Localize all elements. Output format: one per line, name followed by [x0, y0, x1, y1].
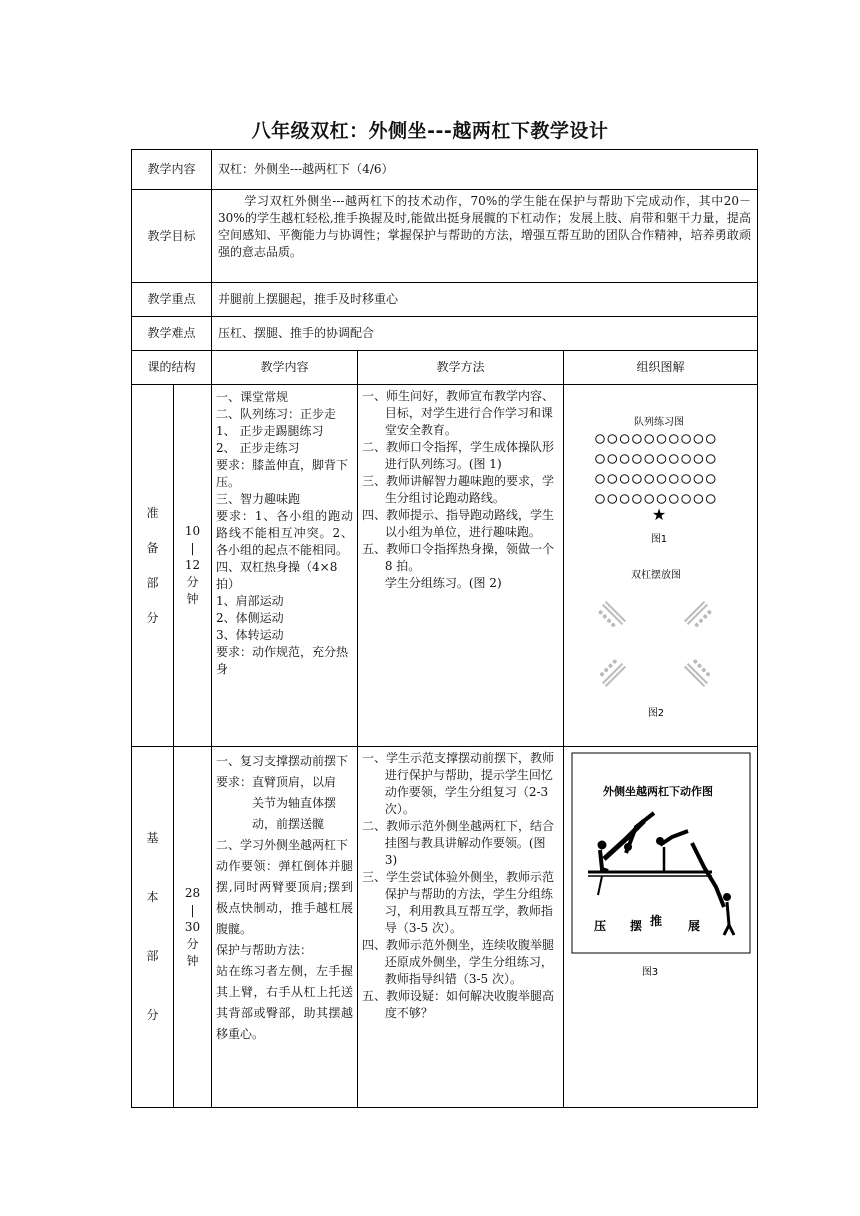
- fig2-label: 图2: [647, 708, 665, 719]
- student-marker: [706, 495, 715, 504]
- header-content: 教学内容: [212, 351, 358, 385]
- formation-grid: [596, 435, 715, 504]
- student-marker: [682, 495, 691, 504]
- difficulty-value: 压杠、摆腿、推手的协调配合: [212, 317, 758, 351]
- student-marker: [620, 475, 629, 484]
- prep-section-label: 准 备 部 分: [132, 385, 174, 747]
- difficulty-label: 教学难点: [132, 317, 212, 351]
- student-marker: [645, 435, 654, 444]
- student-marker: [694, 455, 703, 464]
- student-marker: [620, 455, 629, 464]
- lesson-plan-table: [131, 149, 758, 1108]
- student-marker: [706, 455, 715, 464]
- student-marker: [645, 475, 654, 484]
- student-marker: [706, 435, 715, 444]
- basic-diagram: [564, 747, 758, 1108]
- fig1-label: 图1: [650, 534, 668, 545]
- student-marker: [596, 495, 605, 504]
- student-marker: [633, 495, 642, 504]
- prep-content: 一、课堂常规 二、队列练习：正步走 1、 正步走踢腿练习 2、 正步走练习 要求：膝盖伸直，脚背下压。 三、智力趣味跑 要求：1、各小组的跑动路线不能相互冲突。2、各小组的起点不能相同。 四、双杠热身操（4×8拍） 1、肩部运动 2、体侧运动 3、体转运动 要求：动作规范，充分热身: [212, 385, 358, 747]
- student-marker: [633, 475, 642, 484]
- student-marker: [620, 435, 629, 444]
- fig3-title: 外侧坐越两杠下动作图: [603, 785, 714, 798]
- prep-time: 10 | 12 分 钟: [174, 385, 212, 747]
- student-marker: [633, 435, 642, 444]
- student-marker: [670, 475, 679, 484]
- student-marker: [670, 455, 679, 464]
- student-marker: [657, 495, 666, 504]
- student-marker: [657, 435, 666, 444]
- basic-methods: 一、学生示范支撑摆动前摆下，教师进行保护与帮助，提示学生回忆动作要领，学生分组复习（2-3 次）。 二、教师示范外侧坐越两杠下，结合挂图与教具讲解动作要领。(图 3) 三、学生尝试体验外侧坐，教师示范保护与帮助的方法，学生分组练习，利用教具互帮互学，教师指导（3-5 次）。 四、教师示范外侧坐，连续收腹举腿还原成外侧坐，学生分组练习，教师指导纠错（3-5 次）。 五、教师设疑：如何解决收腹举腿高度不够？: [358, 747, 564, 1108]
- student-marker: [670, 435, 679, 444]
- student-marker: [694, 495, 703, 504]
- student-marker: [608, 435, 617, 444]
- page-title: 八年级双杠：外侧坐---越两杠下教学设计: [251, 120, 609, 142]
- basic-time: 28 | 30 分 钟: [174, 747, 212, 1108]
- student-marker: [706, 475, 715, 484]
- content-value: 双杠：外侧坐---越两杠下（4/6）: [212, 150, 758, 190]
- header-method: 教学方法: [358, 351, 564, 385]
- basic-section-label: 基 本 部 分: [132, 747, 174, 1108]
- student-marker: [620, 495, 629, 504]
- basic-content: 一、复习支撑摆动前摆下 要求：直臂顶肩，以肩 关节为轴直体摆动，前摆送髋 二、学习外侧坐越两杠下 动作要领：弹杠倒体并腿摆,同时两臂要顶肩;摆到极点快制动，推手越杠展腹髋。 保护与帮助方法： 站在练习者左侧，左手握其上臂，右手从杠上托送其背部或臀部，助其摆越移重心。: [212, 747, 358, 1108]
- fig1-title: 队列练习图: [634, 417, 685, 428]
- student-marker: [608, 495, 617, 504]
- fig3-label: 图3: [641, 967, 659, 978]
- key-value: 并腿前上摆腿起，推手及时移重心: [212, 283, 758, 317]
- student-marker: [682, 475, 691, 484]
- student-marker: [645, 495, 654, 504]
- header-structure: 课的结构: [132, 351, 212, 385]
- student-marker: [694, 435, 703, 444]
- student-marker: [596, 455, 605, 464]
- content-label: 教学内容: [132, 150, 212, 190]
- student-marker: [682, 455, 691, 464]
- student-marker: [670, 495, 679, 504]
- student-marker: [657, 475, 666, 484]
- fig3-step-press: 压: [594, 919, 607, 933]
- header-diagram: 组织图解: [564, 351, 758, 385]
- fig2-title: 双杠摆放图: [631, 570, 682, 581]
- student-marker: [682, 435, 691, 444]
- student-marker: [645, 455, 654, 464]
- goal-label: 教学目标: [132, 190, 212, 283]
- student-marker: [608, 455, 617, 464]
- student-marker: [657, 455, 666, 464]
- fig3-step-swing: 摆: [630, 919, 643, 933]
- prep-diagrams: [564, 385, 758, 747]
- fig3-step-extend: 展: [688, 919, 701, 933]
- key-label: 教学重点: [132, 283, 212, 317]
- teacher-star-icon: ★: [651, 505, 667, 524]
- student-marker: [694, 475, 703, 484]
- student-marker: [596, 435, 605, 444]
- student-marker: [608, 475, 617, 484]
- prep-methods: 一、师生问好，教师宣布教学内容、目标，对学生进行合作学习和课堂安全教育。 二、教师口令指挥，学生成体操队形进行队列练习。(图 1) 三、教师讲解智力趣味跑的要求，学生分组讨论跑动路线。 四、教师提示、指导跑动路线，学生以小组为单位，进行趣味跑。 五、教师口令指挥热身操，领做一个 8 拍。 学生分组练习。(图 2): [358, 385, 564, 747]
- goal-value: 学习双杠外侧坐---越两杠下的技术动作，70%的学生能在保护与帮助下完成动作，其中20－30%的学生越杠轻松,推手换握及时,能做出挺身展髋的下杠动作；发展上肢、肩带和躯干力量，提高空间感知、平衡能力与协调性；掌握保护与帮助的方法，增强互帮互助的团队合作精神，培养勇敢顽强的意志品质。: [212, 190, 758, 283]
- fig3-step-push: 推: [650, 914, 663, 928]
- student-marker: [633, 455, 642, 464]
- student-marker: [596, 475, 605, 484]
- bars-layout-icon: [596, 601, 713, 687]
